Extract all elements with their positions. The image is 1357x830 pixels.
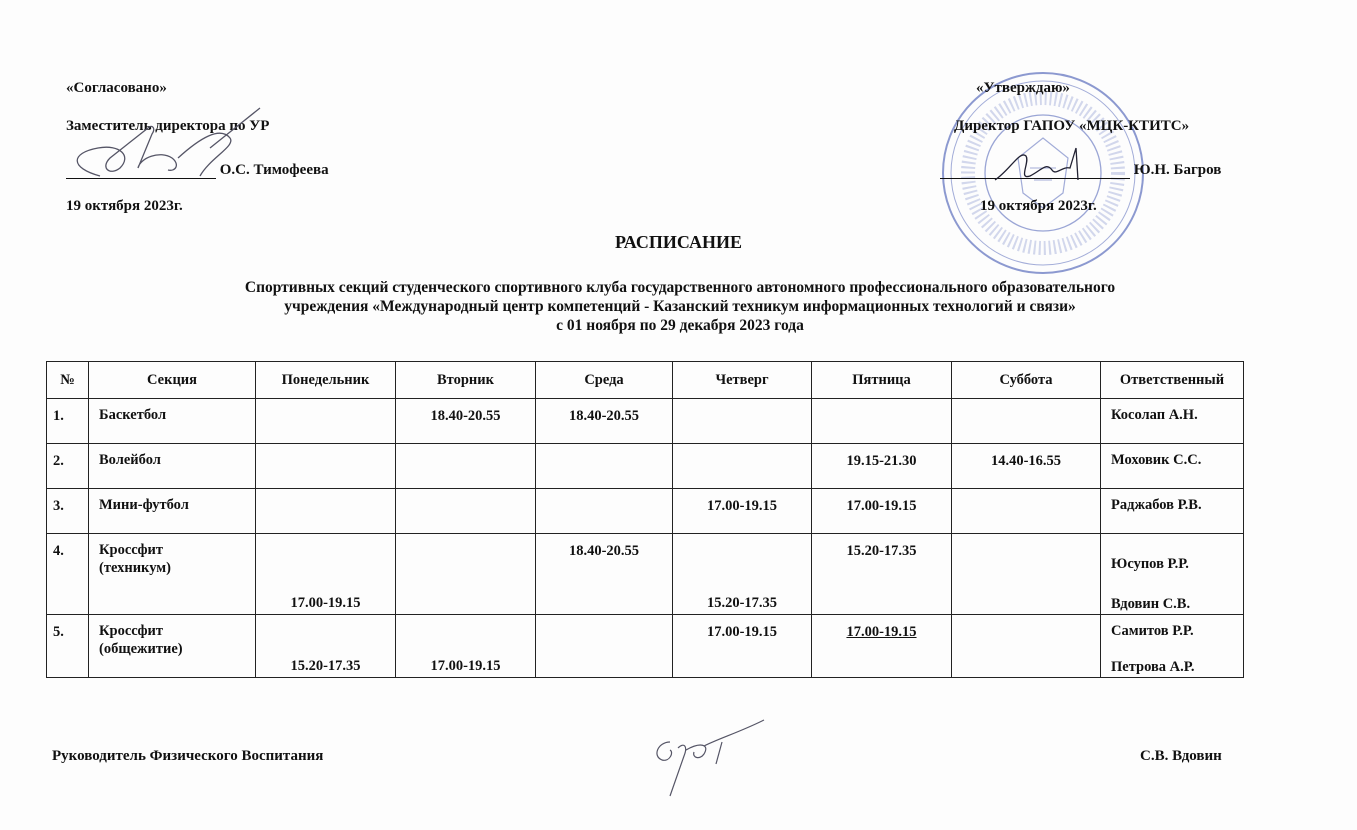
- row-number: 1.: [53, 408, 64, 424]
- tuesday-time: 18.40-20.55: [430, 408, 501, 424]
- friday-time: 19.15-21.30: [846, 453, 917, 469]
- row-number: 4.: [53, 543, 64, 559]
- document-subtitle: [80, 278, 1280, 335]
- header-monday: Понедельник: [256, 362, 396, 399]
- table-row: [47, 399, 1244, 444]
- thursday-time: 17.00-19.15: [706, 498, 778, 514]
- approval-right-signer: Ю.Н. Багров: [1133, 162, 1222, 178]
- header-friday: Пятница: [812, 362, 952, 399]
- saturday-time: 14.40-16.55: [990, 453, 1062, 469]
- wednesday-time: 18.40-20.55: [568, 408, 640, 424]
- section-name: Кроссфит: [99, 623, 164, 639]
- tuesday-time: 17.00-19.15: [430, 658, 501, 674]
- header-wednesday: Среда: [536, 362, 673, 399]
- table-row: [47, 489, 1244, 534]
- subtitle-line: Спортивных секций студенческого спортивного клуба государственного автономного профессионального образовательного: [244, 279, 1116, 296]
- header-thursday: Четверг: [673, 362, 812, 399]
- responsible-name: Юсупов Р.Р.: [1111, 556, 1189, 572]
- approval-right-heading: «Утверждаю»: [976, 80, 1070, 96]
- section-name-detail: (техникум): [99, 560, 171, 576]
- handwritten-signature-footer: [640, 712, 770, 802]
- section-name: Баскетбол: [99, 407, 167, 423]
- monday-time: 15.20-17.35: [290, 658, 361, 674]
- responsible-name: Раджабов Р.В.: [1111, 497, 1202, 513]
- responsible-name: Петрова А.Р.: [1111, 659, 1195, 675]
- table-header-row: [47, 362, 1244, 399]
- friday-time: 17.00-19.15: [846, 498, 917, 514]
- approval-left-heading: «Согласовано»: [66, 80, 167, 96]
- header-responsible: Ответственный: [1101, 362, 1244, 399]
- row-number: 2.: [53, 453, 64, 469]
- monday-time: 17.00-19.15: [290, 595, 361, 611]
- section-name: Кроссфит: [99, 542, 164, 558]
- row-number: 5.: [53, 624, 64, 640]
- footer-name: С.В. Вдовин: [1140, 748, 1222, 764]
- responsible-name: Вдовин С.В.: [1111, 596, 1191, 612]
- header-saturday: Суббота: [952, 362, 1101, 399]
- approval-left-date: 19 октября 2023г.: [66, 198, 183, 214]
- handwritten-signature-right: [990, 140, 1100, 190]
- friday-time: 17.00-19.15: [846, 624, 917, 640]
- subtitle-line: с 01 ноября по 29 декабря 2023 года: [556, 317, 804, 334]
- section-name-detail: (общежитие): [99, 641, 183, 657]
- approval-left-signer: О.С. Тимофеева: [219, 162, 329, 178]
- table-row: [47, 534, 1244, 615]
- section-name: Мини-футбол: [99, 497, 189, 513]
- document-title: РАСПИСАНИЕ: [615, 232, 742, 252]
- thursday-time: 17.00-19.15: [706, 624, 778, 640]
- approval-right-date: 19 октября 2023г.: [980, 198, 1097, 214]
- table-row: [47, 615, 1244, 678]
- section-name: Волейбол: [99, 452, 161, 468]
- responsible-name: Самитов Р.Р.: [1111, 623, 1194, 639]
- friday-time: 15.20-17.35: [846, 543, 917, 559]
- handwritten-signature-left: [60, 98, 280, 188]
- wednesday-time: 18.40-20.55: [568, 543, 640, 559]
- approval-left-position: Заместитель директора по УР: [66, 118, 270, 134]
- subtitle-line: учреждения «Международный центр компетенций - Казанский техникум информационных технологий и связи»: [284, 298, 1076, 315]
- row-number: 3.: [53, 498, 64, 514]
- thursday-time: 15.20-17.35: [706, 595, 778, 611]
- header-number: №: [47, 362, 89, 399]
- schedule-table: [46, 361, 1244, 678]
- footer-role: Руководитель Физического Воспитания: [52, 748, 324, 764]
- header-section: Секция: [89, 362, 256, 399]
- header-tuesday: Вторник: [396, 362, 536, 399]
- responsible-name: Моховик С.С.: [1111, 452, 1202, 468]
- approval-right-position: Директор ГАПОУ «МЦК-КТИТС»: [954, 118, 1190, 134]
- responsible-name: Косолап А.Н.: [1111, 407, 1198, 423]
- table-row: [47, 444, 1244, 489]
